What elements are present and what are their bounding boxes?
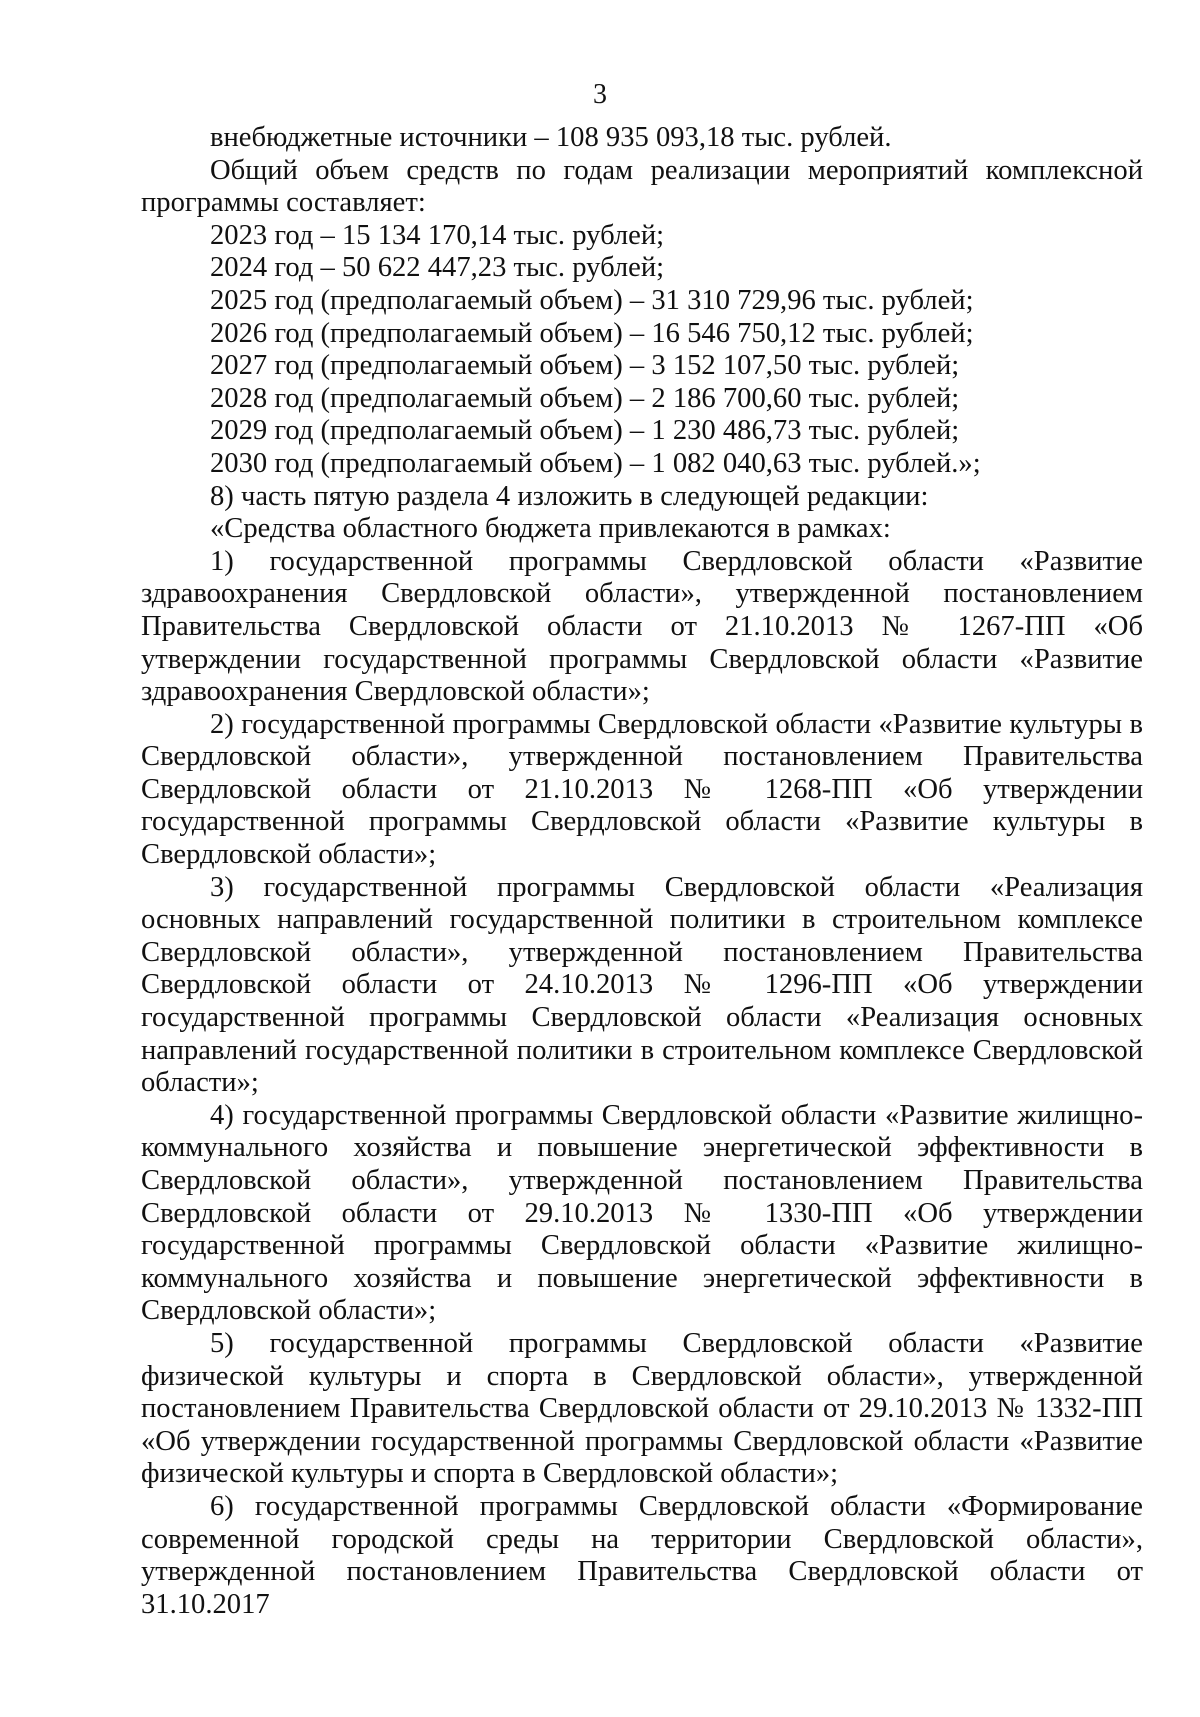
year-amount-line: 2025 год (предполагаемый объем) – 31 310 729,96 тыс. рублей; [210, 284, 974, 316]
year-amount-line: 2030 год (предполагаемый объем) – 1 082 040,63 тыс. рублей.»; [210, 447, 981, 479]
year-amount-line: 2028 год (предполагаемый объем) – 2 186 700,60 тыс. рублей; [210, 382, 960, 414]
paragraph: Общий объем средств по годам реализации мероприятий комплексной программы составляет: [141, 154, 1143, 219]
program-item: 3) государственной программы Свердловской области «Реализация основных направлений государственной политики в строительном комплексе Свердловской области», утвержденной постановлением Правительства Свердловской области от 24.10.2013 № 1296-ПП «Об утверждении государственной программы Свердловской области «Реализация основных направлений государственной политики в строительном комплексе Свердловской области»; [141, 871, 1143, 1099]
year-amount-line: 2027 год (предполагаемый объем) – 3 152 107,50 тыс. рублей; [210, 350, 960, 382]
program-item: 5) государственной программы Свердловской области «Развитие физической культуры и спорта в Свердловской области», утвержденной постановлением Правительства Свердловской области от 29.10.2013 № 1332-ПП «Об утверждении государственной программы Свердловской области «Развитие физической культуры и спорта в Свердловской области»; [141, 1327, 1143, 1490]
program-item: 6) государственной программы Свердловской области «Формирование современной городской среды на территории Свердловской области», утвержденной постановлением Правительства Свердловской области от 31.10.2017 [141, 1490, 1143, 1620]
document-body [141, 122, 1143, 1621]
year-amount-line: 2029 год (предполагаемый объем) – 1 230 486,73 тыс. рублей; [210, 415, 960, 447]
page-number: 3 [593, 79, 607, 110]
year-amount-line: 2023 год – 15 134 170,14 тыс. рублей; [210, 219, 665, 251]
paragraph: внебюджетные источники – 108 935 093,18 тыс. рублей. [210, 122, 892, 153]
program-item: 1) государственной программы Свердловской области «Развитие здравоохранения Свердловской области», утвержденной постановлением Правительства Свердловской области от 21.10.2013 № 1267-ПП «Об утверждении государственной программы Свердловской области «Развитие здравоохранения Свердловской области»; [141, 545, 1143, 708]
program-item: 2) государственной программы Свердловской области «Развитие культуры в Свердловской области», утвержденной постановлением Правительства Свердловской области от 21.10.2013 № 1268-ПП «Об утверждении государственной программы Свердловской области «Развитие культуры в Свердловской области»; [141, 708, 1143, 871]
program-item: 4) государственной программы Свердловской области «Развитие жилищно-коммунального хозяйства и повышение энергетической эффективности в Свердловской области», утвержденной постановлением Правительства Свердловской области от 29.10.2013 № 1330-ПП «Об утверждении государственной программы Свердловской области «Развитие жилищно-коммунального хозяйства и повышение энергетической эффективности в Свердловской области»; [141, 1099, 1143, 1327]
year-amount-line: 2026 год (предполагаемый объем) – 16 546 750,12 тыс. рублей; [210, 317, 974, 349]
paragraph: «Средства областного бюджета привлекаются в рамках: [210, 513, 891, 545]
paragraph: 8) часть пятую раздела 4 изложить в следующей редакции: [210, 480, 929, 512]
year-amount-line: 2024 год – 50 622 447,23 тыс. рублей; [210, 252, 665, 284]
